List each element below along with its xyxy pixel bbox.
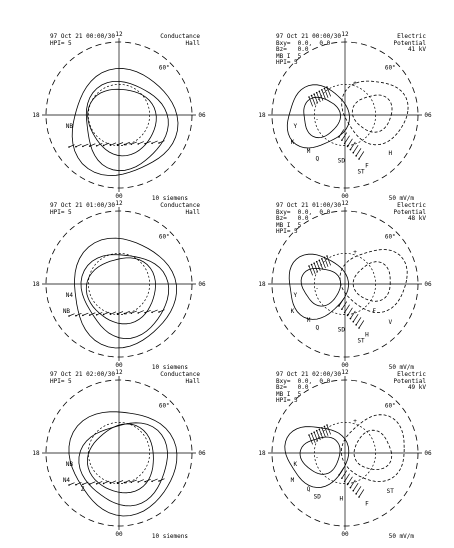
conductance-contour: [86, 81, 168, 170]
vector-mark: [339, 129, 344, 137]
vector-mark: [350, 142, 355, 150]
vector-point: [352, 152, 354, 154]
vector-point: [341, 477, 343, 479]
vector-point: [110, 144, 112, 146]
vector-point: [75, 484, 77, 486]
vector-point: [311, 264, 313, 266]
vector-mark: [319, 429, 323, 438]
vector-mark: [159, 310, 165, 312]
header-line: Hall: [185, 39, 200, 47]
vector-point: [131, 312, 133, 314]
vector-point: [158, 142, 160, 144]
noon-label: 12: [115, 200, 123, 207]
vector-mark: [117, 481, 123, 483]
station-label: F: [365, 500, 369, 508]
vector-mark: [314, 263, 318, 272]
station-label: M: [290, 477, 295, 485]
vector-mark: [353, 145, 358, 153]
latitude-label: 60°: [384, 64, 396, 72]
station-label: K: [293, 461, 298, 469]
vector-point: [96, 483, 98, 485]
potential-max-marker: +: [353, 249, 357, 256]
station-label: NB: [65, 461, 73, 469]
latitude-label: 60°: [384, 402, 396, 410]
velocity-vectors: [338, 298, 364, 328]
vector-point: [68, 146, 70, 148]
header-line: Electric: [397, 33, 426, 40]
vector-point: [151, 312, 153, 314]
dawn-label: 06: [424, 112, 432, 119]
vector-mark: [319, 260, 323, 269]
station-label: NB: [62, 308, 71, 316]
header-line: Bxy= 0.0, 0.0: [276, 377, 331, 385]
station-label: N4: [65, 292, 73, 300]
dawn-label: 06: [198, 281, 206, 288]
vector-mark: [322, 428, 326, 437]
vector-point: [158, 311, 160, 313]
header-line: Potential: [393, 377, 426, 385]
vector-point: [316, 92, 318, 94]
vector-point: [316, 430, 318, 432]
header-line: HPI= 5: [276, 59, 298, 67]
conductance-contour: [72, 69, 178, 176]
vector-point: [355, 493, 357, 495]
conductance-contour: [86, 258, 155, 324]
header-line: Potential: [393, 208, 426, 216]
vector-point: [347, 315, 349, 317]
vector-point: [338, 305, 340, 307]
station-label: H: [339, 495, 344, 503]
vector-point: [137, 143, 139, 145]
header-line: 97 Oct 21 02:00/30: [50, 371, 116, 378]
header-line: Electric: [397, 202, 426, 209]
potential-contour-negative: [353, 262, 390, 302]
vector-point: [313, 93, 315, 95]
midnight-label: 00: [115, 193, 123, 200]
velocity-vectors: [308, 424, 330, 444]
header-line: Conductance: [160, 371, 200, 378]
vector-point: [68, 315, 70, 317]
vector-point: [350, 487, 352, 489]
vector-mark: [104, 481, 110, 483]
header-line: HPI= 5: [276, 397, 298, 405]
potential-max-marker: +: [353, 418, 357, 425]
vector-point: [124, 313, 126, 315]
vector-point: [308, 434, 310, 436]
panel-header-right: [393, 372, 426, 392]
panel-header-left: [276, 203, 341, 236]
vector-mark: [90, 482, 96, 484]
vector-point: [117, 144, 119, 146]
vector-mark: [83, 144, 89, 146]
header-line: HPI= 5: [50, 208, 72, 216]
potential-contour-negative: [342, 81, 409, 145]
vector-mark: [312, 434, 316, 443]
header-line: Bz= 0.0: [276, 384, 309, 392]
vector-point: [324, 426, 326, 428]
station-label: K: [290, 139, 295, 147]
vector-mark: [322, 259, 326, 268]
vector-point: [308, 265, 310, 267]
vector-point: [151, 143, 153, 145]
noon-label: 12: [115, 369, 123, 376]
vector-mark: [117, 312, 123, 314]
station-label: SD: [337, 157, 345, 165]
vector-point: [103, 145, 105, 147]
station-label: Z: [80, 485, 85, 493]
vector-point: [82, 315, 84, 317]
vector-mark: [353, 314, 358, 322]
vector-mark: [350, 311, 355, 319]
latitude-label: 60°: [384, 233, 396, 241]
vector-mark: [350, 480, 355, 488]
vector-mark: [342, 471, 347, 479]
header-line: Bz= 0.0: [276, 215, 309, 223]
vector-mark: [152, 141, 158, 143]
vector-point: [326, 86, 328, 88]
noon-label: 12: [341, 31, 349, 38]
velocity-vectors: [338, 467, 364, 497]
panel-header-right: [393, 203, 426, 223]
vector-point: [110, 313, 112, 315]
vector-mark: [342, 302, 347, 310]
vector-point: [144, 312, 146, 314]
station-label: N4: [62, 477, 71, 485]
panel-header-left: [50, 34, 115, 47]
header-line: 97 Oct 21 01:00/30: [276, 202, 342, 209]
vector-point: [75, 315, 77, 317]
scale-label: 50 mV/m: [388, 533, 414, 540]
midnight-label: 00: [115, 531, 123, 538]
dusk-label: 18: [258, 450, 266, 457]
header-line: 48 kV: [407, 215, 426, 223]
potential-min-marker: -: [315, 285, 319, 292]
header-line: 97 Oct 21 00:00/30: [50, 33, 116, 40]
vector-point: [318, 90, 320, 92]
vector-mark: [104, 312, 110, 314]
vector-mark: [339, 298, 344, 306]
vector-point: [313, 262, 315, 264]
vector-point: [344, 142, 346, 144]
vector-point: [321, 427, 323, 429]
vector-point: [344, 311, 346, 313]
header-line: Conductance: [160, 202, 200, 209]
panel-header-left: [50, 372, 115, 385]
conductance-vectors: [68, 310, 164, 317]
vector-point: [117, 482, 119, 484]
midnight-label: 00: [341, 362, 349, 369]
conductance-contour: [88, 89, 157, 156]
vector-mark: [356, 317, 361, 325]
conductance-vectors: [68, 141, 164, 148]
header-line: HPI= 5: [276, 228, 298, 236]
vector-point: [89, 314, 91, 316]
station-label: ST: [357, 337, 365, 345]
dusk-label: 18: [32, 450, 40, 457]
vector-mark: [348, 477, 353, 485]
vector-point: [124, 144, 126, 146]
vector-point: [355, 155, 357, 157]
station-label: M: [306, 316, 311, 324]
vector-point: [96, 145, 98, 147]
vector-mark: [138, 142, 144, 144]
vector-mark: [356, 148, 361, 156]
header-line: 41 kV: [407, 46, 426, 54]
vector-mark: [339, 467, 344, 475]
vector-mark: [314, 432, 318, 441]
vector-point: [124, 482, 126, 484]
vector-mark: [359, 151, 364, 159]
station-label: ST: [386, 488, 394, 496]
conductance-contour: [81, 255, 169, 339]
header-line: Conductance: [160, 33, 200, 40]
vector-point: [131, 143, 133, 145]
vector-point: [324, 88, 326, 90]
header-line: HPI= 5: [50, 39, 72, 47]
vector-point: [355, 324, 357, 326]
dusk-label: 18: [258, 281, 266, 288]
vector-mark: [322, 90, 326, 99]
vector-mark: [342, 133, 347, 141]
polar-panel-left: [32, 369, 206, 540]
potential-min-marker: -: [315, 116, 319, 123]
vector-point: [313, 431, 315, 433]
vector-point: [82, 146, 84, 148]
vector-mark: [314, 94, 318, 103]
latitude-label: 60°: [158, 402, 170, 410]
conductance-contour: [79, 423, 167, 506]
vector-point: [82, 484, 84, 486]
header-line: 97 Oct 21 00:00/30: [276, 33, 342, 40]
vector-point: [358, 496, 360, 498]
panel-header-left: [276, 372, 341, 405]
vector-mark: [152, 310, 158, 312]
station-label: SD: [337, 326, 345, 334]
conductance-vectors: [68, 479, 164, 486]
dusk-label: 18: [32, 281, 40, 288]
vector-mark: [359, 320, 364, 328]
vector-point: [75, 146, 77, 148]
station-label: F: [372, 308, 377, 316]
vector-point: [350, 149, 352, 151]
latitude-label: 60°: [158, 64, 170, 72]
conductance-contour: [69, 412, 177, 516]
header-line: Bxy= 0.0, 0.0: [276, 39, 331, 47]
dusk-label: 18: [258, 112, 266, 119]
header-line: Bz= 0.0: [276, 46, 309, 54]
vector-point: [358, 158, 360, 160]
vector-point: [158, 480, 160, 482]
vector-point: [338, 136, 340, 138]
vector-point: [89, 483, 91, 485]
vector-point: [308, 96, 310, 98]
panel-header-right: [160, 372, 200, 385]
vector-point: [347, 484, 349, 486]
vector-point: [326, 424, 328, 426]
panel-header-right: [160, 34, 200, 47]
scale-label: 50 mV/m: [388, 364, 414, 371]
vector-point: [103, 483, 105, 485]
midnight-label: 00: [341, 531, 349, 538]
vector-point: [103, 314, 105, 316]
potential-max-marker: +: [353, 80, 357, 87]
polar-panel-left: [32, 31, 206, 202]
vector-point: [341, 308, 343, 310]
vector-point: [341, 139, 343, 141]
potential-contour-negative: [341, 415, 404, 482]
vector-point: [311, 433, 313, 435]
vector-point: [358, 327, 360, 329]
vector-mark: [345, 474, 350, 482]
vector-mark: [76, 144, 82, 146]
dawn-label: 06: [198, 112, 206, 119]
dawn-label: 06: [424, 281, 432, 288]
noon-label: 12: [341, 200, 349, 207]
potential-contour-positive: [304, 97, 341, 137]
station-label: H: [365, 331, 369, 339]
vector-point: [321, 89, 323, 91]
vector-mark: [117, 143, 123, 145]
station-label: F: [365, 162, 369, 170]
vector-point: [96, 314, 98, 316]
midnight-label: 00: [341, 193, 349, 200]
header-line: 97 Oct 21 01:00/30: [50, 202, 116, 209]
potential-contour-negative: [340, 250, 407, 316]
vector-mark: [83, 482, 89, 484]
vector-mark: [312, 96, 316, 105]
conductance-contour: [75, 238, 177, 348]
vector-mark: [104, 143, 110, 145]
vector-point: [137, 312, 139, 314]
station-label: ST: [357, 168, 365, 176]
dawn-label: 06: [198, 450, 206, 457]
vector-point: [316, 261, 318, 263]
vector-point: [68, 484, 70, 486]
potential-contour-positive: [300, 437, 340, 474]
station-label: V: [388, 319, 393, 327]
vector-point: [324, 257, 326, 259]
vector-mark: [345, 136, 350, 144]
vector-mark: [152, 479, 158, 481]
station-label: Q: [306, 485, 311, 493]
header-line: Bxy= 0.0, 0.0: [276, 208, 331, 216]
vector-mark: [319, 91, 323, 100]
potential-min-marker: -: [315, 454, 319, 461]
noon-label: 12: [115, 31, 123, 38]
station-label: Q: [315, 324, 320, 332]
potential-contour-negative: [354, 430, 392, 469]
vector-mark: [131, 480, 137, 482]
station-label: K: [290, 308, 295, 316]
vector-mark: [309, 435, 313, 444]
vector-point: [344, 480, 346, 482]
polar-panel-left: [32, 200, 206, 371]
vector-point: [110, 482, 112, 484]
vector-mark: [345, 305, 350, 313]
vector-mark: [353, 483, 358, 491]
potential-contour-positive: [301, 268, 341, 306]
header-line: Potential: [393, 39, 426, 47]
scale-label: 10 siemens: [151, 533, 188, 540]
header-line: MB I 5: [276, 52, 302, 60]
panel-header-left: [50, 203, 115, 216]
vector-mark: [83, 313, 89, 315]
scale-label: 10 siemens: [151, 364, 188, 371]
vector-point: [137, 481, 139, 483]
velocity-vectors: [308, 255, 330, 275]
vector-point: [350, 318, 352, 320]
vector-point: [131, 481, 133, 483]
vector-mark: [131, 311, 137, 313]
panel-header-right: [160, 203, 200, 216]
vector-point: [347, 146, 349, 148]
vector-point: [117, 313, 119, 315]
noon-label: 12: [341, 369, 349, 376]
vector-mark: [309, 266, 313, 275]
header-line: HPI= 5: [50, 377, 72, 385]
vector-point: [144, 143, 146, 145]
dusk-label: 18: [32, 112, 40, 119]
vector-point: [311, 95, 313, 97]
vector-mark: [359, 489, 364, 497]
midnight-label: 00: [115, 362, 123, 369]
header-line: 49 kV: [407, 384, 426, 392]
dawn-label: 06: [424, 450, 432, 457]
vector-mark: [348, 139, 353, 147]
panel-header-right: [393, 34, 426, 54]
potential-contour-positive: [289, 254, 348, 319]
station-label: H: [388, 150, 393, 158]
vector-point: [338, 474, 340, 476]
vector-mark: [312, 265, 316, 274]
vector-mark: [131, 142, 137, 144]
vector-point: [89, 145, 91, 147]
vector-point: [318, 428, 320, 430]
header-line: MB I 5: [276, 221, 302, 229]
station-label: NB: [65, 123, 73, 131]
vector-point: [321, 258, 323, 260]
vector-point: [326, 255, 328, 257]
panel-header-left: [276, 34, 341, 67]
velocity-vectors: [308, 86, 330, 106]
vector-mark: [317, 262, 321, 271]
station-label: Y: [293, 123, 298, 131]
header-line: Hall: [185, 377, 200, 385]
header-line: Electric: [397, 371, 426, 378]
vector-point: [151, 481, 153, 483]
vector-mark: [138, 480, 144, 482]
vector-point: [352, 490, 354, 492]
station-label: Y: [293, 292, 298, 300]
station-label: Q: [315, 155, 320, 163]
vector-mark: [138, 311, 144, 313]
station-label: M: [306, 147, 311, 155]
vector-point: [144, 481, 146, 483]
latitude-label: 60°: [158, 233, 170, 241]
scale-label: 50 mV/m: [388, 195, 414, 202]
scale-label: 10 siemens: [151, 195, 188, 202]
header-line: MB I 5: [276, 390, 302, 398]
vector-point: [352, 321, 354, 323]
header-line: Hall: [185, 208, 200, 216]
header-line: 97 Oct 21 02:00/30: [276, 371, 342, 378]
vector-mark: [348, 308, 353, 316]
vector-point: [318, 259, 320, 261]
station-label: SD: [313, 493, 321, 501]
vector-mark: [356, 486, 361, 494]
